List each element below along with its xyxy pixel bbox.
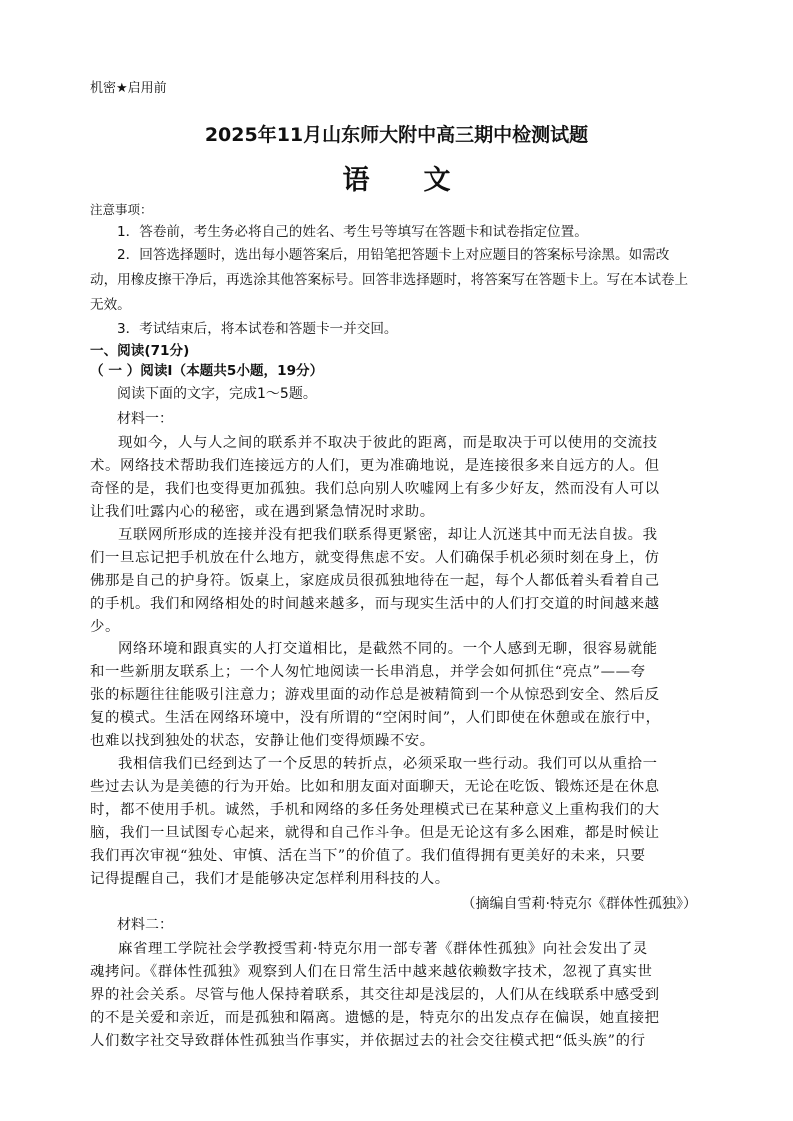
- note-line-3: 动，用橡皮擦干净后，再选涂其他答案标号。回答非选择题时，将答案写在答题卡上。写在本试卷上: [90, 272, 689, 288]
- material-1-label: 材料一：: [117, 411, 173, 427]
- section-heading: 一、阅读(71分): [90, 343, 190, 359]
- material-1-line: 奇怪的是，我们也变得更加孤独。我们总向别人吹嘘网上有多少好友，然而没有人可以: [90, 481, 660, 497]
- material-1-line: 和一些新朋友联系上；一个人匆忙地阅读一长串消息，并学会如何抓住“亮点”——夸: [90, 664, 646, 680]
- material-1-line: 佛那是自己的护身符。饭桌上，家庭成员很孤独地待在一起，每个人都低着头看着自己: [90, 573, 660, 589]
- material-1-line: 脑，我们一旦试图专心起来，就得和自己作斗争。但是无论这有多么困难，都是时候让: [90, 825, 660, 841]
- material-1-line: 些过去认为是美德的行为开始。比如和朋友面对面聊天，无论在吃饭、锻炼还是在休息: [90, 779, 660, 795]
- note-line-4: 无效。: [90, 297, 131, 313]
- material-2-line: 麻省理工学院社会学教授雪莉·特克尔用一部专著《群体性孤独》向社会发出了灵: [118, 941, 648, 957]
- subsection-heading: （ 一 ）阅读I（本题共5小题，19分）: [90, 363, 324, 379]
- material-2-label: 材料二：: [117, 917, 173, 933]
- material-2-line: 界的社会关系。尽管与他人保持着联系，其交往却是浅层的，人们从在线联系中感受到: [90, 987, 660, 1003]
- reading-instruction: 阅读下面的文字，完成1～5题。: [117, 386, 317, 402]
- material-1-line: 张的标题往往能吸引注意力；游戏里面的动作总是被精简到一个从惊恐到安全、然后反: [90, 687, 660, 703]
- material-1-line: 们一旦忘记把手机放在什么地方，就变得焦虑不安。人们确保手机必须时刻在身上，仿: [90, 550, 660, 566]
- material-1-line: 我们再次审视“独处、审慎、活在当下”的价值了。我们值得拥有更美好的未来，只要: [90, 848, 646, 864]
- confidential-mark: 机密★启用前: [90, 81, 167, 96]
- material-1-source: （摘编自雪莉·特克尔《群体性孤独》）: [461, 896, 697, 912]
- material-1-line: 记得提醒自己，我们才是能够决定怎样利用科技的人。: [90, 871, 450, 887]
- material-1-line: 复的模式。生活在网络环境中，没有所谓的“空闲时间”，人们即使在休憩或在旅行中，: [90, 710, 661, 726]
- subject-title: 语 文: [342, 165, 451, 196]
- material-1-line: 互联网所形成的连接并没有把我们联系得更紧密，却让人沉迷其中而无法自拔。我: [118, 527, 658, 543]
- exam-title: 2025年11月山东师大附中高三期中检测试题: [204, 124, 589, 146]
- notes-heading: 注意事项：: [90, 202, 153, 217]
- note-line-5: 3．考试结束后，将本试卷和答题卡一并交回。: [117, 321, 398, 337]
- material-2-line: 魂拷问。《群体性孤独》观察到人们在日常生活中越来越依赖数字技术，忽视了真实世: [90, 964, 653, 980]
- note-line-2: 2．回答选择题时，选出每小题答案后，用铅笔把答题卡上对应题目的答案标号涂黑。如需改: [117, 247, 670, 263]
- note-line-1: 1．答卷前，考生务必将自己的姓名、考生号等填写在答题卡和试卷指定位置。: [117, 224, 588, 240]
- material-2-line: 的不是关爱和亲近，而是孤独和隔离。遗憾的是，特克尔的出发点存在偏误，她直接把: [90, 1010, 660, 1026]
- material-1-line: 术。网络技术帮助我们连接远方的人们，更为准确地说，是连接很多来自远方的人。但: [90, 458, 660, 474]
- material-1-line: 让我们吐露内心的秘密，或在遇到紧急情况时求助。: [90, 504, 435, 520]
- material-2-line: 人们数字社交导致群体性孤独当作事实，并依据过去的社会交往模式把“低头族”的行: [90, 1033, 646, 1049]
- material-1-line: 我相信我们已经到达了一个反思的转折点，必须采取一些行动。我们可以从重拾一: [118, 756, 658, 772]
- material-1-line: 时，都不使用手机。诚然，手机和网络的多任务处理模式已在某种意义上重构我们的大: [90, 802, 660, 818]
- material-1-line: 网络环境和跟真实的人打交道相比，是截然不同的。一个人感到无聊，很容易就能: [118, 641, 658, 657]
- material-1-line: 也难以找到独处的状态，安静让他们变得烦躁不安。: [90, 733, 435, 749]
- material-1-line: 现如今，人与人之间的联系并不取决于彼此的距离，而是取决于可以使用的交流技: [118, 435, 658, 451]
- material-1-line: 少。: [90, 619, 120, 635]
- material-1-line: 的手机。我们和网络相处的时间越来越多，而与现实生活中的人们打交道的时间越来越: [90, 596, 660, 612]
